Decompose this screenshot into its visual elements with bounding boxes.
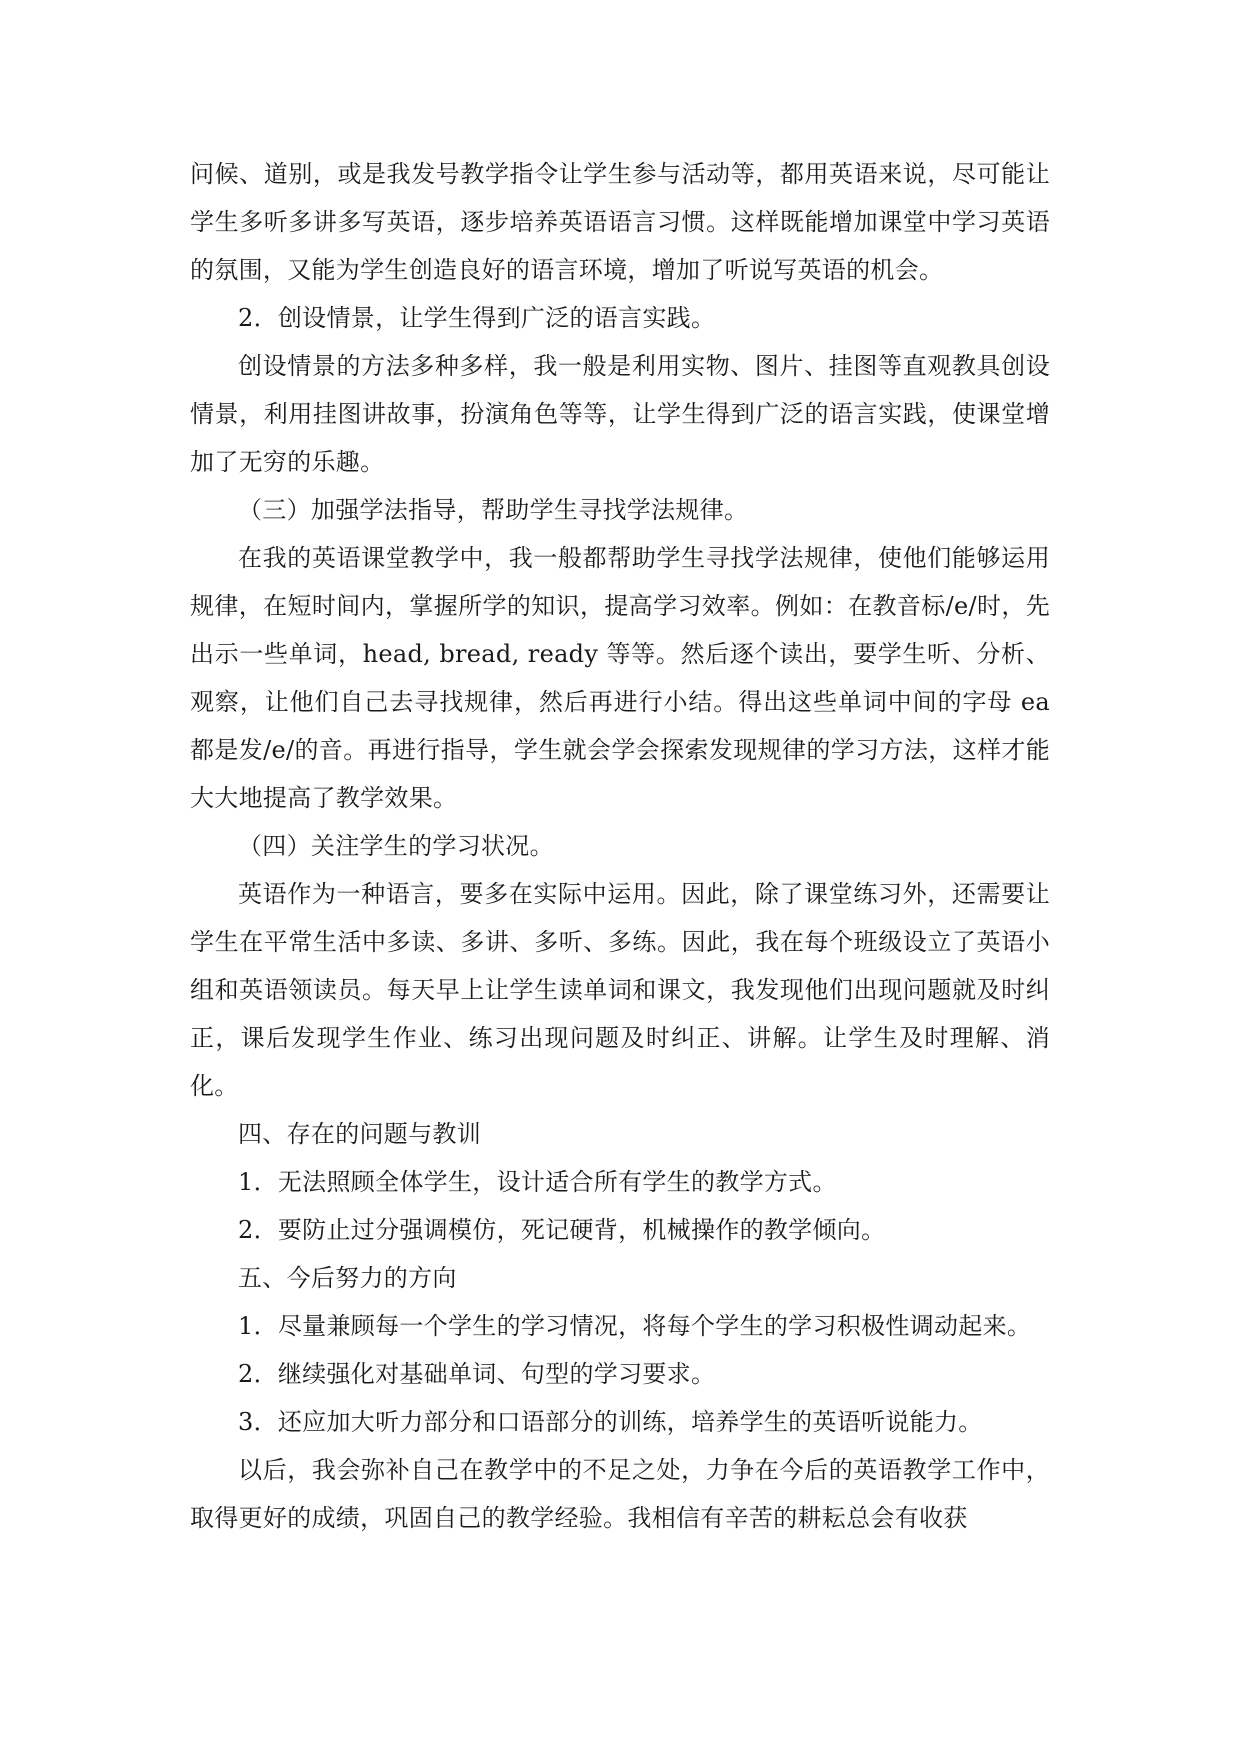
paragraph-student-status: 英语作为一种语言，要多在实际中运用。因此，除了课堂练习外，还需要让学生在平常生活中多读、多讲、多听、多练。因此，我在每个班级设立了英语小组和英语领读员。每天早上让学生读单词和课文，我发现他们出现问题就及时纠正，课后发现学生作业、练习出现问题及时纠正、讲解。让学生及时理解、消化。 (190, 880, 1050, 1100)
direction-item-1: 1．尽量兼顾每一个学生的学习情况，将每个学生的学习积极性调动起来。 (238, 1312, 1032, 1340)
direction-item-3: 3．还应加大听力部分和口语部分的训练，培养学生的英语听说能力。 (238, 1408, 983, 1436)
heading-student-status: （四）关注学生的学习状况。 (238, 832, 554, 860)
paragraph-scenarios: 创设情景的方法多种多样，我一般是利用实物、图片、挂图等直观教具创设情景，利用挂图讲故事，扮演角色等等，让学生得到广泛的语言实践，使课堂增加了无穷的乐趣。 (190, 352, 1050, 476)
paragraph-conclusion: 以后，我会弥补自己在教学中的不足之处，力争在今后的英语教学工作中，取得更好的成绩，巩固自己的教学经验。我相信有辛苦的耕耘总会有收获 (190, 1456, 1050, 1532)
heading-future-direction: 五、今后努力的方向 (238, 1264, 457, 1292)
subheading-create-scenarios: 2．创设情景，让学生得到广泛的语言实践。 (238, 304, 716, 332)
heading-learning-methods: （三）加强学法指导，帮助学生寻找学法规律。 (238, 496, 749, 524)
document-body (190, 150, 1050, 1542)
problem-item-1: 1．无法照顾全体学生，设计适合所有学生的教学方式。 (238, 1168, 837, 1196)
paragraph-learning-methods: 在我的英语课堂教学中，我一般都帮助学生寻找学法规律，使他们能够运用规律，在短时间内，掌握所学的知识，提高学习效率。例如：在教音标/e/时，先出示一些单词，head, bread, ready 等等。然后逐个读出，要学生听、分析、观察，让他们自己去寻找规律，然后再进行小结。得出这些单词中间的字母 ea 都是发/e/的音。再进行指导，学生就会学会探索发现规律的学习方法，这样才能大大地提高了教学效果。 (190, 544, 1050, 812)
heading-problems: 四、存在的问题与教训 (238, 1120, 481, 1148)
paragraph-continuation: 问候、道别，或是我发号教学指令让学生参与活动等，都用英语来说，尽可能让学生多听多讲多写英语，逐步培养英语语言习惯。这样既能增加课堂中学习英语的氛围，又能为学生创造良好的语言环境，增加了听说写英语的机会。 (190, 160, 1050, 284)
direction-item-2: 2．继续强化对基础单词、句型的学习要求。 (238, 1360, 716, 1388)
problem-item-2: 2．要防止过分强调模仿，死记硬背，机械操作的教学倾向。 (238, 1216, 886, 1244)
